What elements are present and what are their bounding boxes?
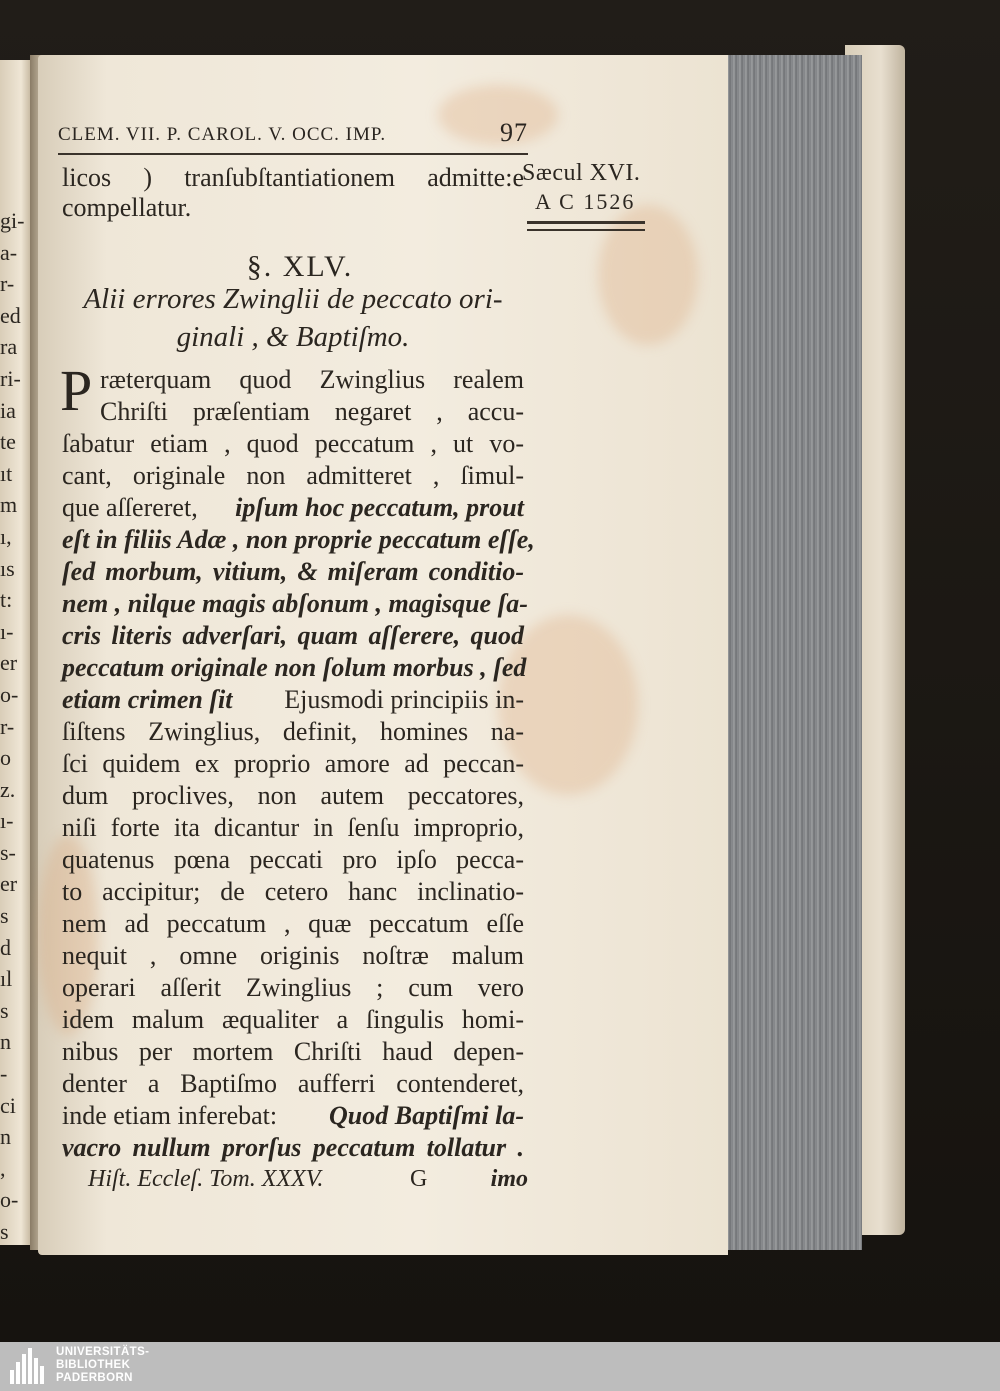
text-line: vacro nullum prorſus peccatum tollatur . <box>62 1133 524 1162</box>
library-name-line: BIBLIOTHEK <box>56 1359 131 1371</box>
facing-page-fragment: s <box>0 1219 9 1244</box>
facing-page-fragment: ra <box>0 334 18 360</box>
facing-page-fragment: o- <box>0 681 19 707</box>
library-name-line: UNIVERSITÄTS- <box>56 1346 150 1358</box>
text-line: nequit , omne originis noſtræ malum <box>62 941 524 970</box>
text-line: compellatur. <box>62 193 192 222</box>
text-span-italic: ipſum hoc peccatum, prout <box>235 493 524 522</box>
margin-note-year: A C 1526 <box>535 189 636 214</box>
text-line: cant, originale non admitteret , ſimul- <box>62 461 524 490</box>
facing-page-fragment: s <box>0 903 9 929</box>
text-line: ræterquam quod Zwinglius realem <box>100 365 524 394</box>
text-span: inde etiam inferebat: <box>62 1101 278 1130</box>
facing-page-fragment: d <box>0 934 11 960</box>
text-span-italic: etiam crimen ſit <box>62 685 233 714</box>
text-line: nem , nilque magis abſonum , magisque ſa- <box>62 589 528 618</box>
text-span-italic: Quod Baptiſmi la- <box>328 1101 524 1130</box>
text-line: dum proclives, non autem peccatores, <box>62 781 524 810</box>
facing-page-fragment: ri- <box>0 365 21 391</box>
facing-page-fragment: ı- <box>0 618 14 644</box>
running-head-text: CLEM. VII. P. CAROL. V. OCC. IMP. <box>58 124 387 145</box>
section-subtitle: ginali , & Baptiſmo. <box>176 321 410 353</box>
facing-page-fragment: r- <box>0 271 15 297</box>
facing-page-fragment: m <box>0 492 18 518</box>
facing-page-fragment: r- <box>0 713 15 739</box>
text-line <box>62 492 524 524</box>
library-name <box>56 1346 149 1385</box>
signature-line: Hiſt. Eccleſ. Tom. XXXV. <box>88 1166 324 1192</box>
facing-page-fragment: er <box>0 650 18 676</box>
margin-rule <box>527 229 645 231</box>
facing-page-fragment: ıt <box>0 460 13 486</box>
facing-page-fragment: ı- <box>0 808 14 834</box>
facing-page-fragment: ıl <box>0 966 13 992</box>
library-name-line: PADERBORN <box>56 1372 133 1384</box>
text-line: to accipitur; de cetero hanc inclinatio- <box>62 877 524 906</box>
facing-page-edge <box>0 60 30 1245</box>
text-line: ſci quidem ex proprio amore ad peccan- <box>62 749 524 778</box>
text-line: idem malum æqualiter a ſingulis homi- <box>62 1005 524 1034</box>
header-rule <box>58 153 528 155</box>
drop-capital: P <box>60 358 93 423</box>
text-span: que aſſereret, <box>62 493 198 522</box>
facing-page-fragment: ci <box>0 1092 16 1118</box>
facing-page-fragment: n <box>0 1124 11 1150</box>
catchword: imo <box>490 1166 528 1192</box>
text-line: ſed morbum, vitium, & miſeram conditio- <box>62 557 524 586</box>
section-subtitle: Alii errores Zwinglii de peccato ori- <box>83 283 503 315</box>
text-line: nem ad peccatum , quæ peccatum eſſe <box>62 909 524 938</box>
facing-page-fragment: s- <box>0 839 16 865</box>
facing-page-fragment: ı, <box>0 523 12 549</box>
facing-page-fragment: - <box>0 1061 8 1087</box>
sheet-mark: G <box>410 1166 428 1192</box>
text-span: Ejusmodi principiis in- <box>284 685 524 714</box>
facing-page-fragments <box>0 205 30 1248</box>
facing-page-fragment: , <box>0 1155 6 1181</box>
facing-page-fragment: ed <box>0 302 21 328</box>
text-line: eſt in filiis Adæ , non proprie peccatum eſſe, <box>62 525 535 554</box>
facing-page-fragment: ıs <box>0 555 15 581</box>
facing-page-fragment: s <box>0 997 9 1023</box>
text-line: licos ) tranſubſtantiationem admitte:e <box>62 163 524 192</box>
facing-page-fragment: er <box>0 871 18 897</box>
text-line: quatenus pœna peccati pro ipſo pecca- <box>62 845 524 874</box>
text-line <box>62 684 524 716</box>
facing-page-fragment: n <box>0 1029 11 1055</box>
text-line: ſabatur etiam , quod peccatum , ut vo- <box>62 429 524 458</box>
text-line: Chriſti præſentiam negaret , accu- <box>100 397 524 426</box>
margin-rule <box>527 221 645 224</box>
facing-page-fragment: z. <box>0 776 16 802</box>
text-line <box>62 1100 524 1132</box>
text-line: peccatum originale non ſolum morbus , ſed <box>62 653 527 682</box>
facing-page-fragment: o- <box>0 1187 19 1213</box>
library-banner <box>0 1342 1000 1391</box>
text-line: ſiſtens Zwinglius, definit, homines na- <box>62 717 524 746</box>
text-line: niſi forte ita dicantur in ſenſu improprio, <box>62 813 524 842</box>
text-line: operari aſſerit Zwinglius ; cum vero <box>62 973 524 1002</box>
library-logo-icon <box>10 1348 46 1384</box>
facing-page-fragment: ia <box>0 397 16 423</box>
margin-note-century: Sæcul XVI. <box>522 160 641 186</box>
section-heading: §. XLV. <box>246 250 354 283</box>
page-number: 97 <box>500 118 528 147</box>
page-fore-edge <box>712 55 862 1250</box>
facing-page-fragment: o <box>0 745 11 771</box>
text-line: nibus per mortem Chriſti haud depen- <box>62 1037 524 1066</box>
text-line: denter a Baptiſmo aufferri contenderet, <box>62 1069 524 1098</box>
text-line: cris literis adverſari, quam aſſerere, quod <box>62 621 524 650</box>
running-head <box>58 118 528 154</box>
facing-page-fragment: gi- <box>0 208 25 233</box>
facing-page-fragment: t: <box>0 587 13 613</box>
facing-page-fragment: a- <box>0 239 18 265</box>
facing-page-fragment: te <box>0 429 16 455</box>
